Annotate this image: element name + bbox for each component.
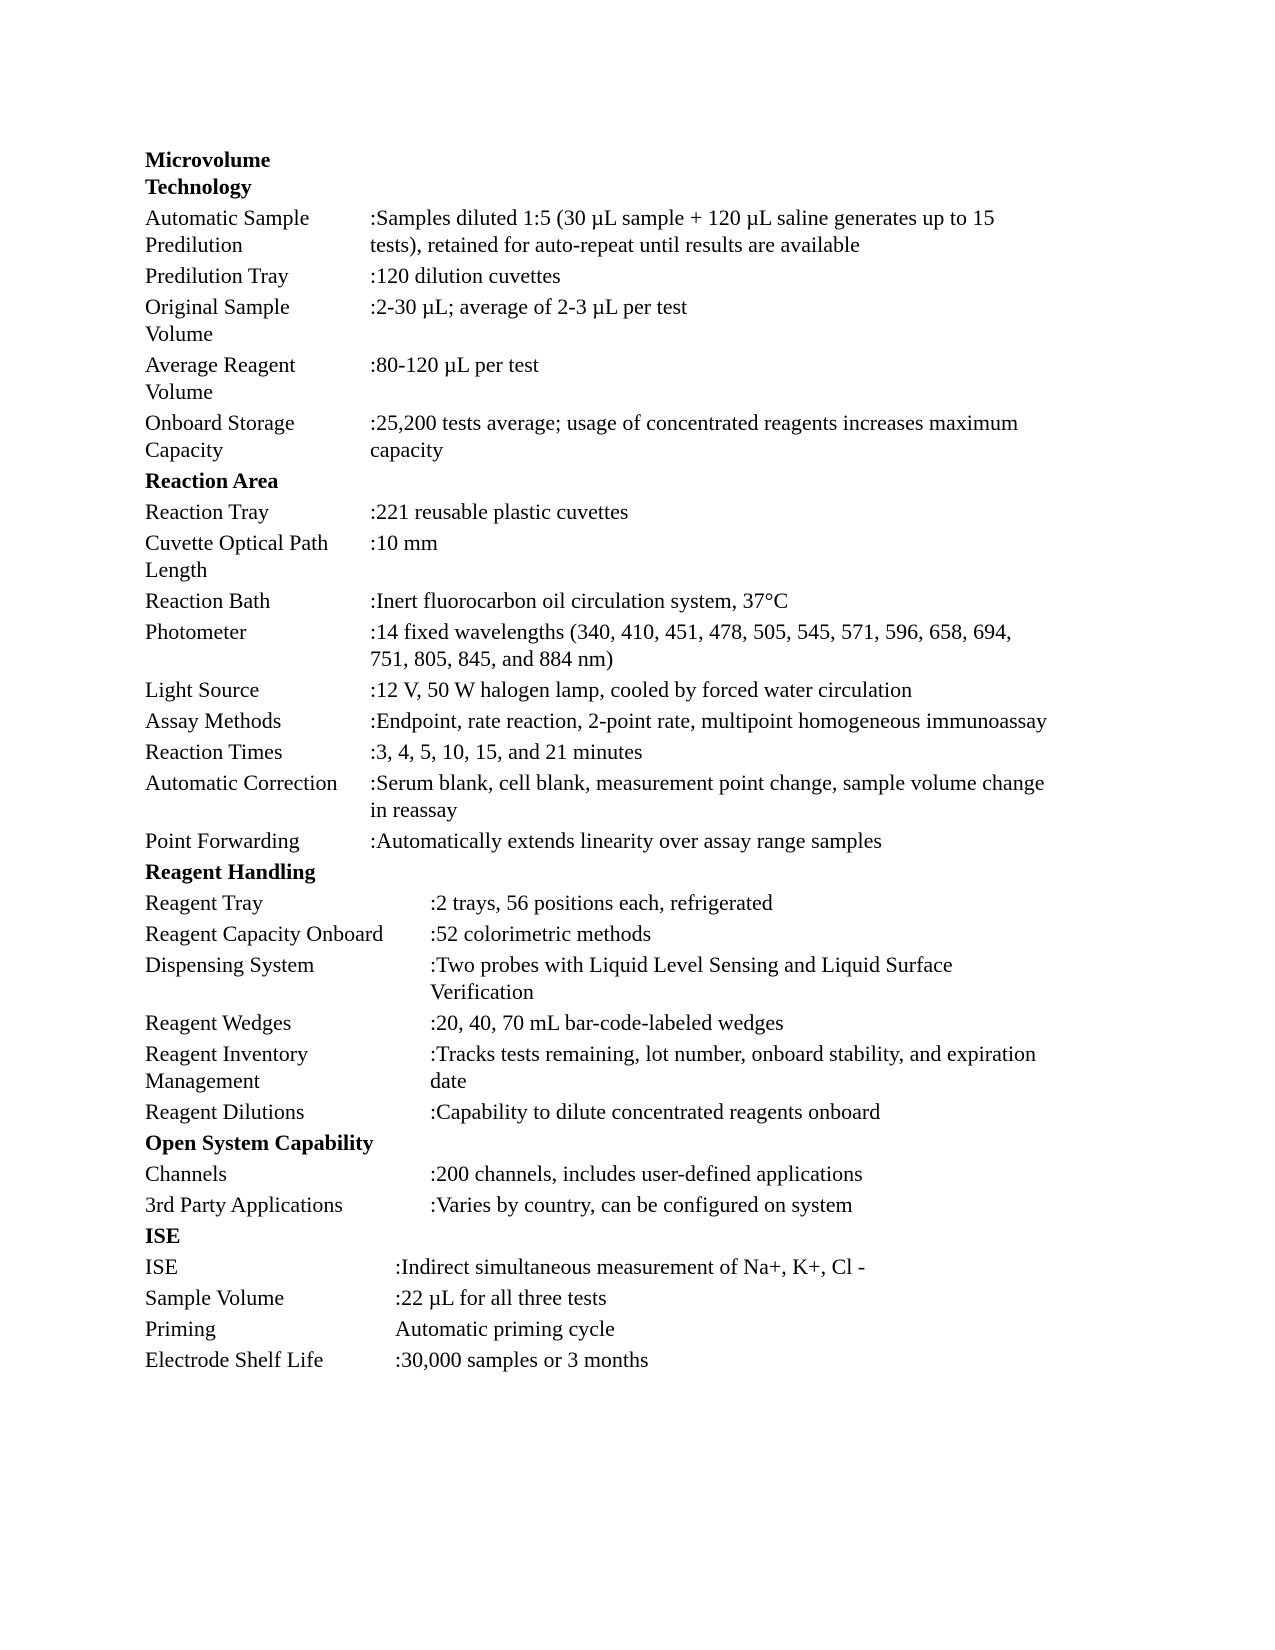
spec-label: Priming	[145, 1316, 216, 1341]
spec-label: Original Sample Volume	[145, 294, 290, 346]
spec-row	[145, 707, 1050, 734]
spec-row	[145, 1191, 1050, 1218]
spec-value: :22 µL for all three tests	[395, 1285, 607, 1310]
spec-row	[145, 351, 1050, 405]
spec-value: :221 reusable plastic cuvettes	[370, 499, 629, 524]
spec-value: :20, 40, 70 mL bar-code-labeled wedges	[430, 1010, 784, 1035]
spec-row	[145, 951, 1050, 1005]
spec-label: Reagent Capacity Onboard	[145, 921, 384, 946]
spec-value: :2 trays, 56 positions each, refrigerated	[430, 890, 773, 915]
section-title: Open System Capability	[145, 1130, 374, 1155]
spec-label: Automatic Sample Predilution	[145, 205, 310, 257]
spec-label: ISE	[145, 1254, 178, 1279]
spec-row	[145, 618, 1050, 672]
spec-value: :Endpoint, rate reaction, 2-point rate, multipoint homogeneous immunoassay	[370, 708, 1047, 733]
spec-value: :Inert fluorocarbon oil circulation system, 37°C	[370, 588, 789, 613]
spec-row	[145, 1284, 1050, 1311]
spec-label: Reagent Inventory Management	[145, 1041, 309, 1093]
spec-label: Dispensing System	[145, 952, 315, 977]
spec-label: Assay Methods	[145, 708, 282, 733]
spec-value: :Serum blank, cell blank, measurement point change, sample volume change in reassay	[370, 770, 1045, 822]
spec-row	[145, 262, 1050, 289]
spec-row	[145, 1160, 1050, 1187]
spec-row	[145, 498, 1050, 525]
spec-value: :52 colorimetric methods	[430, 921, 652, 946]
spec-label: Electrode Shelf Life	[145, 1347, 324, 1372]
spec-row	[145, 529, 1050, 583]
spec-label: Reagent Tray	[145, 890, 263, 915]
spec-label: Reaction Bath	[145, 588, 271, 613]
section-title: Reagent Handling	[145, 859, 316, 884]
spec-value: :3, 4, 5, 10, 15, and 21 minutes	[370, 739, 643, 764]
spec-value: :200 channels, includes user-defined applications	[430, 1161, 863, 1186]
spec-value: :Tracks tests remaining, lot number, onboard stability, and expiration date	[430, 1041, 1037, 1093]
spec-row	[145, 769, 1050, 823]
spec-value: :80-120 µL per test	[370, 352, 539, 377]
spec-label: Photometer	[145, 619, 247, 644]
spec-row	[145, 1315, 1050, 1342]
spec-value: :12 V, 50 W halogen lamp, cooled by forced water circulation	[370, 677, 913, 702]
spec-value: :14 fixed wavelengths (340, 410, 451, 478, 505, 545, 571, 596, 658, 694, 751, 805, 845, and 884 nm)	[370, 619, 1012, 671]
spec-value: :10 mm	[370, 530, 438, 555]
spec-label: Reaction Tray	[145, 499, 270, 524]
spec-label: Reagent Dilutions	[145, 1099, 305, 1124]
spec-value: :25,200 tests average; usage of concentrated reagents increases maximum capacity	[370, 410, 1019, 462]
spec-value: :Two probes with Liquid Level Sensing and Liquid Surface Verification	[430, 952, 953, 1004]
spec-value: :120 dilution cuvettes	[370, 263, 561, 288]
spec-value: :2-30 µL; average of 2-3 µL per test	[370, 294, 688, 319]
spec-row	[145, 738, 1050, 765]
spec-label: Automatic Correction	[145, 770, 338, 795]
spec-row	[145, 676, 1050, 703]
spec-value: :Samples diluted 1:5 (30 µL sample + 120 µL saline generates up to 15 tests), retained for auto-repeat until results are available	[370, 205, 995, 257]
spec-label: Point Forwarding	[145, 828, 300, 853]
spec-row	[145, 1098, 1050, 1125]
spec-label: Channels	[145, 1161, 227, 1186]
spec-row	[145, 1253, 1050, 1280]
spec-row	[145, 889, 1050, 916]
spec-label: Reagent Wedges	[145, 1010, 292, 1035]
spec-value: Automatic priming cycle	[395, 1316, 615, 1341]
spec-row	[145, 827, 1050, 854]
spec-value: :Indirect simultaneous measurement of Na+, K+, Cl -	[395, 1254, 866, 1279]
spec-label: Predilution Tray	[145, 263, 289, 288]
spec-row	[145, 409, 1050, 463]
spec-label: Reaction Times	[145, 739, 283, 764]
section-title: ISE	[145, 1223, 181, 1248]
spec-row	[145, 293, 1050, 347]
section-title: Microvolume Technology	[145, 147, 271, 199]
spec-label: 3rd Party Applications	[145, 1192, 343, 1217]
spec-label: Onboard Storage Capacity	[145, 410, 295, 462]
section-title: Reaction Area	[145, 468, 279, 493]
spec-row	[145, 1009, 1050, 1036]
spec-table	[145, 146, 1050, 1373]
spec-row	[145, 1040, 1050, 1094]
spec-row	[145, 204, 1050, 258]
spec-row	[145, 920, 1050, 947]
spec-row	[145, 587, 1050, 614]
spec-label: Cuvette Optical Path Length	[145, 530, 329, 582]
spec-label: Average Reagent Volume	[145, 352, 296, 404]
spec-value: :Automatically extends linearity over assay range samples	[370, 828, 882, 853]
spec-row	[145, 1346, 1050, 1373]
spec-value: :Varies by country, can be configured on system	[430, 1192, 853, 1217]
spec-value: :30,000 samples or 3 months	[395, 1347, 649, 1372]
spec-label: Sample Volume	[145, 1285, 285, 1310]
spec-value: :Capability to dilute concentrated reagents onboard	[430, 1099, 881, 1124]
spec-label: Light Source	[145, 677, 260, 702]
